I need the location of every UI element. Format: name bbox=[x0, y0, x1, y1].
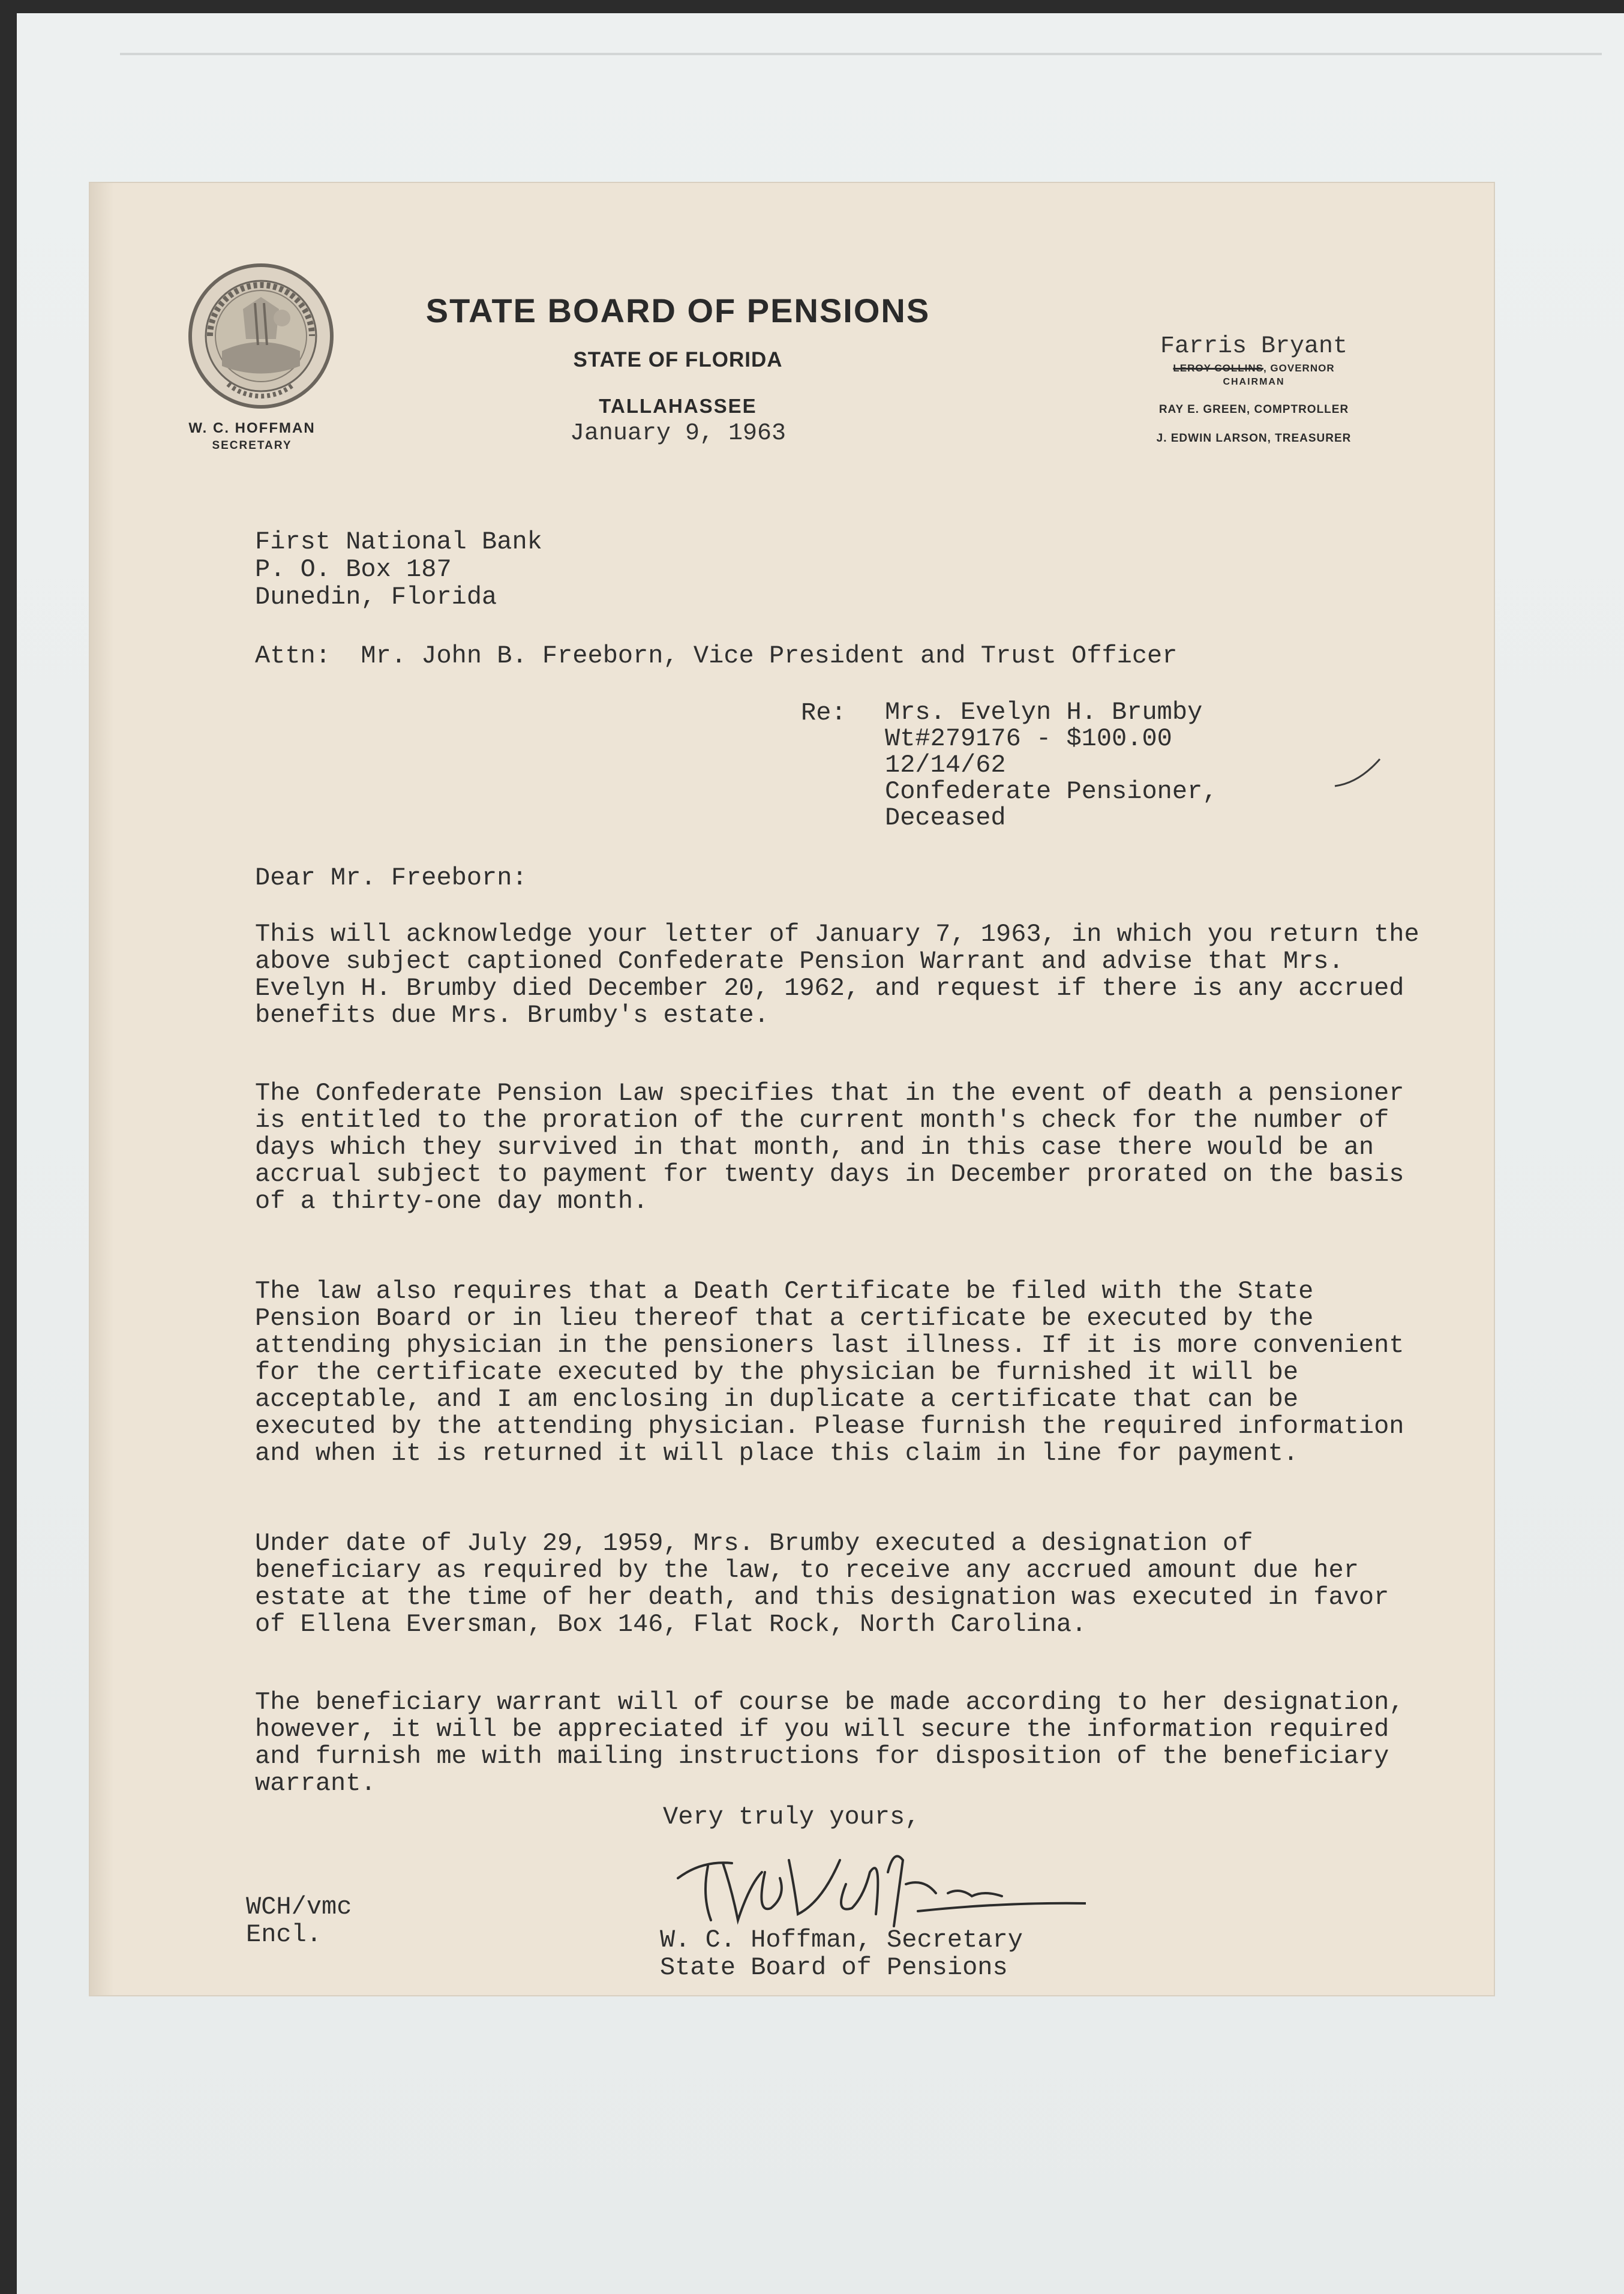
chairman-label: CHAIRMAN bbox=[1223, 377, 1285, 387]
typist-initials bbox=[246, 1893, 352, 1948]
governor-name-typed: Farris Bryant bbox=[1160, 333, 1348, 360]
page-shading bbox=[90, 183, 114, 1995]
secretary-heading bbox=[144, 420, 360, 452]
board-members bbox=[1086, 333, 1422, 445]
reference-block bbox=[885, 699, 1218, 831]
governor-title: , GOVERNOR bbox=[1263, 362, 1335, 374]
handwritten-signature bbox=[666, 1836, 1086, 1938]
reference-line: 12/14/62 bbox=[885, 751, 1006, 779]
salutation: Dear Mr. Freeborn: bbox=[255, 863, 527, 892]
body-paragraph-3: The law also requires that a Death Certificate be filed with the State Pension Board or in lieu thereof that a certificate be executed by the attending physician in the pensioners last illness. If it is more convenient for the certificate executed by the physician be furnished it will be acceptable, and I am enclosing in duplicate a certificate that can be executed by the attending physician. Please furnish the required information and when it is returned it will place this claim in line for payment. bbox=[255, 1277, 1404, 1468]
closing: Very truly yours, bbox=[663, 1803, 920, 1831]
reference-line: Deceased bbox=[885, 803, 1006, 832]
recipient-address bbox=[255, 528, 542, 611]
reference-line: Confederate Pensioner, bbox=[885, 777, 1218, 806]
address-line: P. O. Box 187 bbox=[255, 555, 452, 584]
signer-block bbox=[660, 1926, 1023, 1981]
body-paragraph-1: This will acknowledge your letter of January 7, 1963, in which you return the above subject captioned Confederate Pension Warrant and advise that Mrs. Evelyn H. Brumby died December 20, 1962, and request if there is any accrued benefits due Mrs. Brumby's estate. bbox=[255, 920, 1419, 1030]
scanner-edge-top bbox=[0, 0, 1624, 13]
body-paragraph-4: Under date of July 29, 1959, Mrs. Brumby executed a designation of beneficiary as required by the law, to receive any accrued amount due her estate at the time of her death, and this designation was executed in favor of Ellena Eversman, Box 146, Flat Rock, North Carolina. bbox=[255, 1529, 1389, 1639]
re-label: Re: bbox=[801, 698, 846, 727]
body-paragraph-2: The Confederate Pension Law specifies that in the event of death a pensioner is entitled to the proration of the current month's check for the number of days which they survived in that month, and in this case there would be an accrual subject to payment for twenty days in December prorated on the basis of a thirty-one day month. bbox=[255, 1079, 1404, 1216]
secretary-name: W. C. HOFFMAN bbox=[188, 420, 316, 436]
body-paragraph-5: The beneficiary warrant will of course be made according to her designation, however, it will be appreciated if you will secure the information required and furnish me with mailing instructions for disposition of the beneficiary warrant. bbox=[255, 1688, 1404, 1798]
letter-date: January 9, 1963 bbox=[569, 420, 787, 447]
reference-line: Wt#279176 - $100.00 bbox=[885, 724, 1172, 753]
signer-organization: State Board of Pensions bbox=[660, 1953, 1008, 1982]
reference-line: Mrs. Evelyn H. Brumby bbox=[885, 698, 1203, 727]
struck-governor-name: LEROY COLLINS bbox=[1173, 362, 1263, 374]
address-line: Dunedin, Florida bbox=[255, 583, 497, 611]
attention-line: Attn: Mr. John B. Freeborn, Vice President and Trust Officer bbox=[255, 641, 1178, 670]
state-seal-icon bbox=[186, 261, 336, 411]
board-name: STATE BOARD OF PENSIONS bbox=[425, 292, 930, 329]
state-name: STATE OF FLORIDA bbox=[573, 348, 783, 371]
comptroller: RAY E. GREEN, COMPTROLLER bbox=[1158, 403, 1349, 416]
secretary-title: SECRETARY bbox=[212, 439, 292, 452]
letterhead-center bbox=[402, 291, 954, 447]
fold-line bbox=[120, 53, 1602, 55]
address-line: First National Bank bbox=[255, 527, 542, 556]
governor-line bbox=[1086, 362, 1422, 374]
enclosure-line: Encl. bbox=[246, 1920, 322, 1949]
letter-page bbox=[90, 183, 1494, 1995]
scanner-edge-left bbox=[0, 0, 17, 2294]
signer-name: W. C. Hoffman, Secretary bbox=[660, 1926, 1023, 1954]
check-mark-icon bbox=[1332, 756, 1386, 792]
treasurer: J. EDWIN LARSON, TREASURER bbox=[1156, 432, 1352, 445]
initials-line: WCH/vmc bbox=[246, 1893, 352, 1921]
city-name: TALLAHASSEE bbox=[599, 395, 757, 417]
